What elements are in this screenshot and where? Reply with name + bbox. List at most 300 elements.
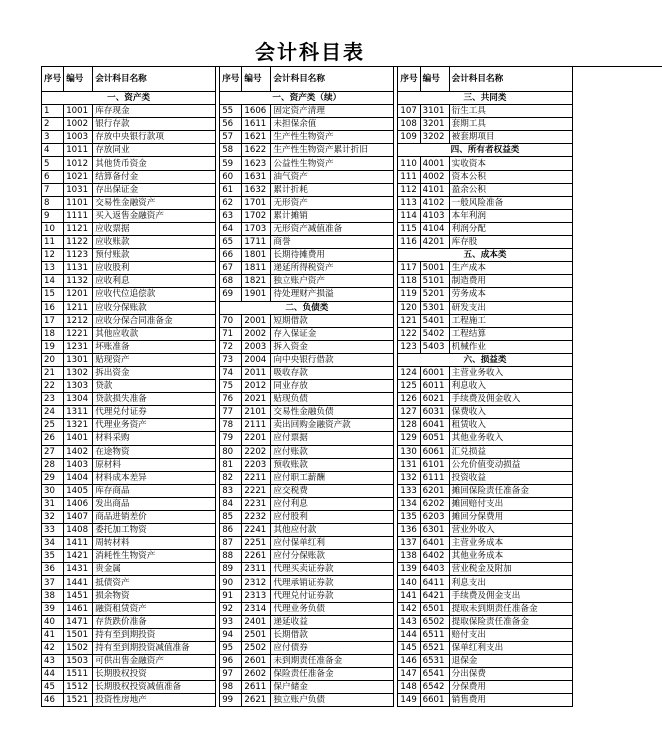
- account-name: 应付股利: [271, 511, 394, 524]
- table-row: [42, 589, 572, 602]
- row-index: 98: [220, 681, 242, 694]
- account-name: 摊回保险责任准备金: [449, 484, 572, 497]
- account-code: 1201: [64, 288, 93, 301]
- row-index: 22: [42, 380, 64, 393]
- table-row: [42, 183, 572, 196]
- row-index: 56: [220, 118, 242, 131]
- row-index: 40: [42, 615, 64, 628]
- row-index: 2: [42, 118, 64, 131]
- table-row: [42, 288, 572, 301]
- account-code: 6201: [420, 484, 449, 497]
- account-code: 6111: [420, 471, 449, 484]
- account-code: 6402: [420, 550, 449, 563]
- account-code: 1621: [242, 131, 271, 144]
- account-code: 5403: [420, 340, 449, 353]
- account-name: 拆入资金: [271, 340, 394, 353]
- row-index: 146: [398, 655, 420, 668]
- account-code: 1451: [64, 589, 93, 602]
- account-name: 应付分保账款: [271, 550, 394, 563]
- table-row: [42, 157, 572, 170]
- table-row: [42, 314, 572, 327]
- account-code: 6421: [420, 589, 449, 602]
- account-name: 贴现资产: [93, 353, 216, 366]
- account-code: 1131: [64, 262, 93, 275]
- account-name: 无形资产减值准备: [271, 222, 394, 235]
- row-index: 33: [42, 524, 64, 537]
- account-name: 独立账户资产: [271, 275, 394, 288]
- row-index: 67: [220, 262, 242, 275]
- row-index: 20: [42, 353, 64, 366]
- row-index: 74: [220, 366, 242, 379]
- account-code: 1511: [64, 668, 93, 681]
- account-name: 其他业务收入: [449, 432, 572, 445]
- account-name: 制造费用: [449, 275, 572, 288]
- account-code: 6021: [420, 393, 449, 406]
- account-name: 衍生工具: [449, 105, 572, 118]
- account-name: 商誉: [271, 236, 394, 249]
- account-code: 2502: [242, 641, 271, 654]
- account-code: 1231: [64, 340, 93, 353]
- account-name: 劳务成本: [449, 288, 572, 301]
- table-row: [42, 497, 572, 510]
- row-index: 36: [42, 563, 64, 576]
- account-name: 其他应收款: [93, 327, 216, 340]
- account-code: 2011: [242, 366, 271, 379]
- row-index: 123: [398, 340, 420, 353]
- account-name: 保户储金: [271, 681, 394, 694]
- account-name: 其他业务成本: [449, 550, 572, 563]
- account-name: 手续费及佣金支出: [449, 589, 572, 602]
- row-index: 133: [398, 484, 420, 497]
- account-code: 2003: [242, 340, 271, 353]
- table-row: [42, 92, 572, 105]
- row-index: 28: [42, 458, 64, 471]
- table-row: [42, 655, 572, 668]
- account-code: 5001: [420, 262, 449, 275]
- account-code: 3101: [420, 105, 449, 118]
- table-row: [42, 681, 572, 694]
- account-name: 营业外收入: [449, 524, 572, 537]
- account-name: 库存商品: [93, 484, 216, 497]
- row-index: 132: [398, 471, 420, 484]
- account-name: 存放中央银行款项: [93, 131, 216, 144]
- row-index: 134: [398, 497, 420, 510]
- account-name: 资本公积: [449, 170, 572, 183]
- row-index: 141: [398, 589, 420, 602]
- account-name: 买入返售金融资产: [93, 209, 216, 222]
- account-name: 手续费及佣金收入: [449, 393, 572, 406]
- account-name: 代理业务资产: [93, 419, 216, 432]
- table-row: [42, 458, 572, 471]
- account-code: 1702: [242, 209, 271, 222]
- account-code: 1701: [242, 196, 271, 209]
- account-name: 一般风险准备: [449, 196, 572, 209]
- account-name: 应付票据: [271, 432, 394, 445]
- row-index: 130: [398, 445, 420, 458]
- row-index: 140: [398, 576, 420, 589]
- row-index: 88: [220, 550, 242, 563]
- row-index: 121: [398, 314, 420, 327]
- row-index: 148: [398, 681, 420, 694]
- header-code-3: 编号: [420, 67, 449, 92]
- account-name: 抵债资产: [93, 576, 216, 589]
- account-code: 1632: [242, 183, 271, 196]
- account-code: 1461: [64, 602, 93, 615]
- account-code: 2202: [242, 445, 271, 458]
- account-code: 1405: [64, 484, 93, 497]
- account-code: 5301: [420, 301, 449, 314]
- header-idx-1: 序号: [42, 67, 64, 92]
- account-name: 利润分配: [449, 222, 572, 235]
- account-code: 2203: [242, 458, 271, 471]
- account-name: 提取未到期责任准备金: [449, 602, 572, 615]
- account-code: 1411: [64, 537, 93, 550]
- account-code: 5402: [420, 327, 449, 340]
- header-idx-2: 序号: [220, 67, 242, 92]
- account-code: 6011: [420, 380, 449, 393]
- account-name: 套期工具: [449, 118, 572, 131]
- account-code: 3201: [420, 118, 449, 131]
- row-index: 66: [220, 249, 242, 262]
- row-index: 8: [42, 196, 64, 209]
- account-code: 1122: [64, 236, 93, 249]
- table-row: [42, 327, 572, 340]
- account-name: 长期待摊费用: [271, 249, 394, 262]
- account-name: 预收账款: [271, 458, 394, 471]
- account-code: 2313: [242, 589, 271, 602]
- account-code: 5401: [420, 314, 449, 327]
- row-index: 81: [220, 458, 242, 471]
- account-name: 损余物资: [93, 589, 216, 602]
- account-code: 1021: [64, 170, 93, 183]
- account-code: 2251: [242, 537, 271, 550]
- row-index: 26: [42, 432, 64, 445]
- account-code: 1606: [242, 105, 271, 118]
- account-name: 消耗性生物资产: [93, 550, 216, 563]
- row-index: 65: [220, 236, 242, 249]
- account-code: 2004: [242, 353, 271, 366]
- account-name: 递延收益: [271, 615, 394, 628]
- row-index: 85: [220, 511, 242, 524]
- account-name: 退保金: [449, 655, 572, 668]
- account-code: 2012: [242, 380, 271, 393]
- account-name: 油气资产: [271, 170, 394, 183]
- account-name: 存货跌价准备: [93, 615, 216, 628]
- row-index: 82: [220, 471, 242, 484]
- row-index: 7: [42, 183, 64, 196]
- account-name: 利息支出: [449, 576, 572, 589]
- account-code: 6411: [420, 576, 449, 589]
- row-index: 109: [398, 131, 420, 144]
- account-code: 4102: [420, 196, 449, 209]
- table-row: [42, 615, 572, 628]
- row-index: 73: [220, 353, 242, 366]
- row-index: 58: [220, 144, 242, 157]
- account-name: 应付债券: [271, 641, 394, 654]
- row-index: 108: [398, 118, 420, 131]
- account-name: 银行存款: [93, 118, 216, 131]
- account-name: 贷款损失准备: [93, 393, 216, 406]
- account-name: 投资性房地产: [93, 694, 216, 707]
- row-index: 14: [42, 275, 64, 288]
- account-name: 主营业务收入: [449, 366, 572, 379]
- table-row: [42, 550, 572, 563]
- account-name: 应付账款: [271, 445, 394, 458]
- row-index: 41: [42, 628, 64, 641]
- row-index: 69: [220, 288, 242, 301]
- row-index: 94: [220, 628, 242, 641]
- account-code: 4103: [420, 209, 449, 222]
- account-code: 6531: [420, 655, 449, 668]
- account-code: 2602: [242, 668, 271, 681]
- row-index: 5: [42, 157, 64, 170]
- header-name-2: 会计科目名称: [271, 67, 394, 92]
- row-index: 21: [42, 366, 64, 379]
- row-index: 4: [42, 144, 64, 157]
- account-code: 2111: [242, 419, 271, 432]
- table-row: [42, 353, 572, 366]
- account-name: 机械作业: [449, 340, 572, 353]
- account-name: 存出保证金: [93, 183, 216, 196]
- table-row: [42, 393, 572, 406]
- account-name: 研发支出: [449, 301, 572, 314]
- row-index: 129: [398, 432, 420, 445]
- account-name: 可供出售金融资产: [93, 655, 216, 668]
- account-name: 分出保费: [449, 668, 572, 681]
- account-name: 库存股: [449, 236, 572, 249]
- account-name: 主营业务成本: [449, 537, 572, 550]
- account-code: 1622: [242, 144, 271, 157]
- account-name: 持有至到期投资减值准备: [93, 641, 216, 654]
- row-index: 12: [42, 249, 64, 262]
- account-code: 1431: [64, 563, 93, 576]
- account-code: 6542: [420, 681, 449, 694]
- table-row: [42, 641, 572, 654]
- row-index: 124: [398, 366, 420, 379]
- account-code: 4101: [420, 183, 449, 196]
- account-name: 盈余公积: [449, 183, 572, 196]
- account-code: 2261: [242, 550, 271, 563]
- row-index: 126: [398, 393, 420, 406]
- account-code: 1132: [64, 275, 93, 288]
- account-code: 1031: [64, 183, 93, 196]
- account-code: 1408: [64, 524, 93, 537]
- account-name: 周转材料: [93, 537, 216, 550]
- account-code: 1403: [64, 458, 93, 471]
- account-code: 2311: [242, 563, 271, 576]
- row-index: 30: [42, 484, 64, 497]
- table-row: [42, 170, 572, 183]
- row-index: 63: [220, 209, 242, 222]
- table-row: [42, 576, 572, 589]
- row-index: 87: [220, 537, 242, 550]
- account-name: 未担保余值: [271, 118, 394, 131]
- row-index: 86: [220, 524, 242, 537]
- account-code: 5101: [420, 275, 449, 288]
- account-name: 被套期项目: [449, 131, 572, 144]
- table-row: [42, 602, 572, 615]
- account-code: 1811: [242, 262, 271, 275]
- account-code: 2501: [242, 628, 271, 641]
- page-title: 会计科目表: [255, 40, 365, 64]
- account-grid: [42, 67, 573, 707]
- table-row: [42, 249, 572, 262]
- account-name: 存放同业: [93, 144, 216, 157]
- account-code: 4201: [420, 236, 449, 249]
- row-index: 42: [42, 641, 64, 654]
- account-code: 1211: [64, 301, 93, 314]
- account-code: 1011: [64, 144, 93, 157]
- account-code: 1002: [64, 118, 93, 131]
- header-code-1: 编号: [64, 67, 93, 92]
- account-name: 保单红利支出: [449, 641, 572, 654]
- section-heading: 二、负债类: [220, 301, 394, 314]
- row-index: 136: [398, 524, 420, 537]
- row-index: 145: [398, 641, 420, 654]
- header-name-3: 会计科目名称: [449, 67, 572, 92]
- row-index: 112: [398, 183, 420, 196]
- row-index: 147: [398, 668, 420, 681]
- table-row: [42, 196, 572, 209]
- row-index: 116: [398, 236, 420, 249]
- account-name: 租赁收入: [449, 419, 572, 432]
- account-code: 1001: [64, 105, 93, 118]
- account-code: 1623: [242, 157, 271, 170]
- account-name: 无形资产: [271, 196, 394, 209]
- account-name: 材料采购: [93, 432, 216, 445]
- account-name: 应收股利: [93, 262, 216, 275]
- row-index: 25: [42, 419, 64, 432]
- account-name: 应收分保账款: [93, 301, 216, 314]
- account-name: 贵金属: [93, 563, 216, 576]
- row-index: 131: [398, 458, 420, 471]
- account-name: 保费收入: [449, 406, 572, 419]
- table-row: [42, 262, 572, 275]
- account-code: 1502: [64, 641, 93, 654]
- row-index: 32: [42, 511, 64, 524]
- row-index: 107: [398, 105, 420, 118]
- row-index: 72: [220, 340, 242, 353]
- table-row: [42, 301, 572, 314]
- account-name: 交易性金融负债: [271, 406, 394, 419]
- account-name: 累计折耗: [271, 183, 394, 196]
- row-index: 125: [398, 380, 420, 393]
- row-index: 122: [398, 327, 420, 340]
- table-row: [42, 484, 572, 497]
- account-name: 公益性生物资产: [271, 157, 394, 170]
- account-name: 融资租赁资产: [93, 602, 216, 615]
- account-code: 4002: [420, 170, 449, 183]
- account-code: 6501: [420, 602, 449, 615]
- account-name: 短期借款: [271, 314, 394, 327]
- account-code: 1303: [64, 380, 93, 393]
- account-code: 2021: [242, 393, 271, 406]
- account-code: 6202: [420, 497, 449, 510]
- table-row: [42, 537, 572, 550]
- table-row: [42, 118, 572, 131]
- row-index: 6: [42, 170, 64, 183]
- row-index: 135: [398, 511, 420, 524]
- account-code: 1311: [64, 406, 93, 419]
- row-index: 55: [220, 105, 242, 118]
- row-index: 29: [42, 471, 64, 484]
- account-code: 1441: [64, 576, 93, 589]
- account-name: 代理承销证券款: [271, 576, 394, 589]
- account-code: 1801: [242, 249, 271, 262]
- table-row: [42, 380, 572, 393]
- account-code: 1212: [64, 314, 93, 327]
- account-code: 2401: [242, 615, 271, 628]
- account-name: 待处理财产损溢: [271, 288, 394, 301]
- table-row: [42, 105, 572, 118]
- account-name: 结算备付金: [93, 170, 216, 183]
- row-index: 128: [398, 419, 420, 432]
- account-name: 库存现金: [93, 105, 216, 118]
- account-code: 6101: [420, 458, 449, 471]
- account-code: 2201: [242, 432, 271, 445]
- account-name: 代理兑付证券款: [271, 589, 394, 602]
- row-index: 92: [220, 602, 242, 615]
- row-index: 17: [42, 314, 64, 327]
- account-code: 6511: [420, 628, 449, 641]
- account-name: 利息收入: [449, 380, 572, 393]
- row-index: 27: [42, 445, 64, 458]
- table-row: [42, 209, 572, 222]
- row-index: 89: [220, 563, 242, 576]
- account-name: 长期股权投资: [93, 668, 216, 681]
- account-name: 生产成本: [449, 262, 572, 275]
- account-code: 1301: [64, 353, 93, 366]
- row-index: 60: [220, 170, 242, 183]
- account-name: 投资收益: [449, 471, 572, 484]
- account-name: 原材料: [93, 458, 216, 471]
- row-index: 15: [42, 288, 64, 301]
- row-index: 68: [220, 275, 242, 288]
- row-index: 31: [42, 497, 64, 510]
- header-idx-3: 序号: [398, 67, 420, 92]
- account-name: 生产性生物资产累计折旧: [271, 144, 394, 157]
- account-name: 委托加工物资: [93, 524, 216, 537]
- account-name: 交易性金融资产: [93, 196, 216, 209]
- row-index: 120: [398, 301, 420, 314]
- row-index: 114: [398, 209, 420, 222]
- row-index: 45: [42, 681, 64, 694]
- row-index: 110: [398, 157, 420, 170]
- account-code: 1003: [64, 131, 93, 144]
- account-name: 销售费用: [449, 694, 572, 707]
- account-code: 1512: [64, 681, 93, 694]
- account-name: 代理买卖证券款: [271, 563, 394, 576]
- row-index: 61: [220, 183, 242, 196]
- account-code: 2232: [242, 511, 271, 524]
- row-index: 142: [398, 602, 420, 615]
- account-code: 1406: [64, 497, 93, 510]
- table-row: [42, 419, 572, 432]
- account-name: 摊回分保费用: [449, 511, 572, 524]
- account-name: 分保费用: [449, 681, 572, 694]
- account-name: 保险责任准备金: [271, 668, 394, 681]
- account-name: 材料成本差异: [93, 471, 216, 484]
- account-name: 其他货币资金: [93, 157, 216, 170]
- account-name: 赔付支出: [449, 628, 572, 641]
- row-index: 18: [42, 327, 64, 340]
- account-name: 在途物资: [93, 445, 216, 458]
- row-index: 138: [398, 550, 420, 563]
- account-code: 1711: [242, 236, 271, 249]
- row-index: 80: [220, 445, 242, 458]
- section-heading: 三、共同类: [398, 92, 572, 105]
- account-name: 坏账准备: [93, 340, 216, 353]
